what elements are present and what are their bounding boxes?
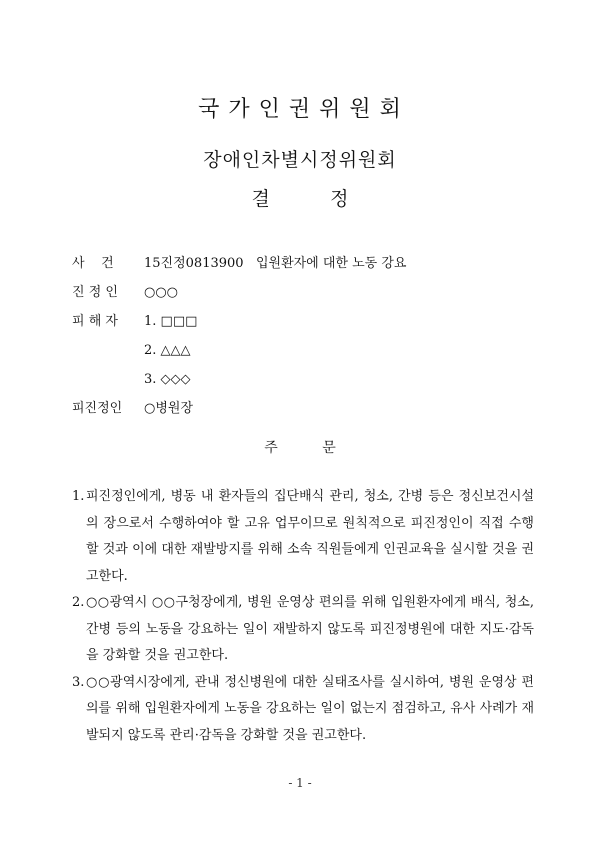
- order-number: 2.: [72, 595, 85, 610]
- victim-row: [72, 338, 407, 364]
- order-text: ○○광역시장에게, 관내 정신병원에 대한 실태조사를 실시하여, 병원 운영상 편의를 위해 입원환자에게 노동을 강요하는 일이 없는지 점검하고, 유사 사례가 재발되지 않도록 관리·감독을 강화할 것을 권고한다.: [86, 674, 534, 743]
- order-number: 3.: [72, 674, 85, 690]
- order-list: [72, 484, 534, 749]
- victim-item: 1. □□□: [144, 314, 198, 329]
- petitioner-row: [72, 280, 407, 306]
- organization-title: 국 가 인 권 위 원 회: [198, 97, 402, 122]
- petitioner-value: ○○○: [144, 285, 179, 300]
- page-number: - 1 -: [288, 776, 312, 790]
- order-item: [72, 590, 534, 670]
- victim-row: [72, 367, 407, 393]
- respondent-value: ○병원장: [144, 401, 194, 416]
- order-text: 피진정인에게, 병동 내 환자들의 집단배식 관리, 청소, 간병 등은 정신보건시설의 장으로서 수행하여야 할 고유 업무이므로 원칙적으로 피진정인이 직접 수행할 것과 이에 대한 재발방지를 위해 소속 직원들에게 인권교육을 실시할 것을 권고한다.: [86, 489, 534, 584]
- order-text: ○○광역시 ○○구청장에게, 병원 운영상 편의를 위해 입원환자에게 배식, 청소, 간병 등의 노동을 강요하는 일이 재발하지 않도록 피진정병원에 대한 지도·감독을 강화할 것을 권고한다.: [86, 595, 534, 663]
- committee-title: 장애인차별시정위원회: [203, 149, 397, 171]
- respondent-row: [72, 396, 407, 422]
- case-row: [72, 251, 407, 277]
- victim-row: [72, 309, 407, 335]
- document-type-title: 결 정: [251, 188, 349, 210]
- order-item: [72, 670, 534, 750]
- order-item: [72, 484, 534, 590]
- victim-item: 2. △△△: [144, 343, 191, 358]
- respondent-label: 피진정인: [72, 401, 123, 416]
- order-number: 1.: [72, 489, 85, 504]
- section-title-order: 주 문: [264, 440, 336, 456]
- case-info: [72, 251, 407, 422]
- victim-label: 피 해 자: [72, 314, 118, 329]
- case-label: 사 건: [72, 256, 114, 271]
- petitioner-label: 진 정 인: [72, 285, 118, 300]
- victim-item: 3. ◇◇◇: [144, 372, 191, 387]
- case-value: 15진정0813900 입원환자에 대한 노동 강요: [144, 256, 407, 271]
